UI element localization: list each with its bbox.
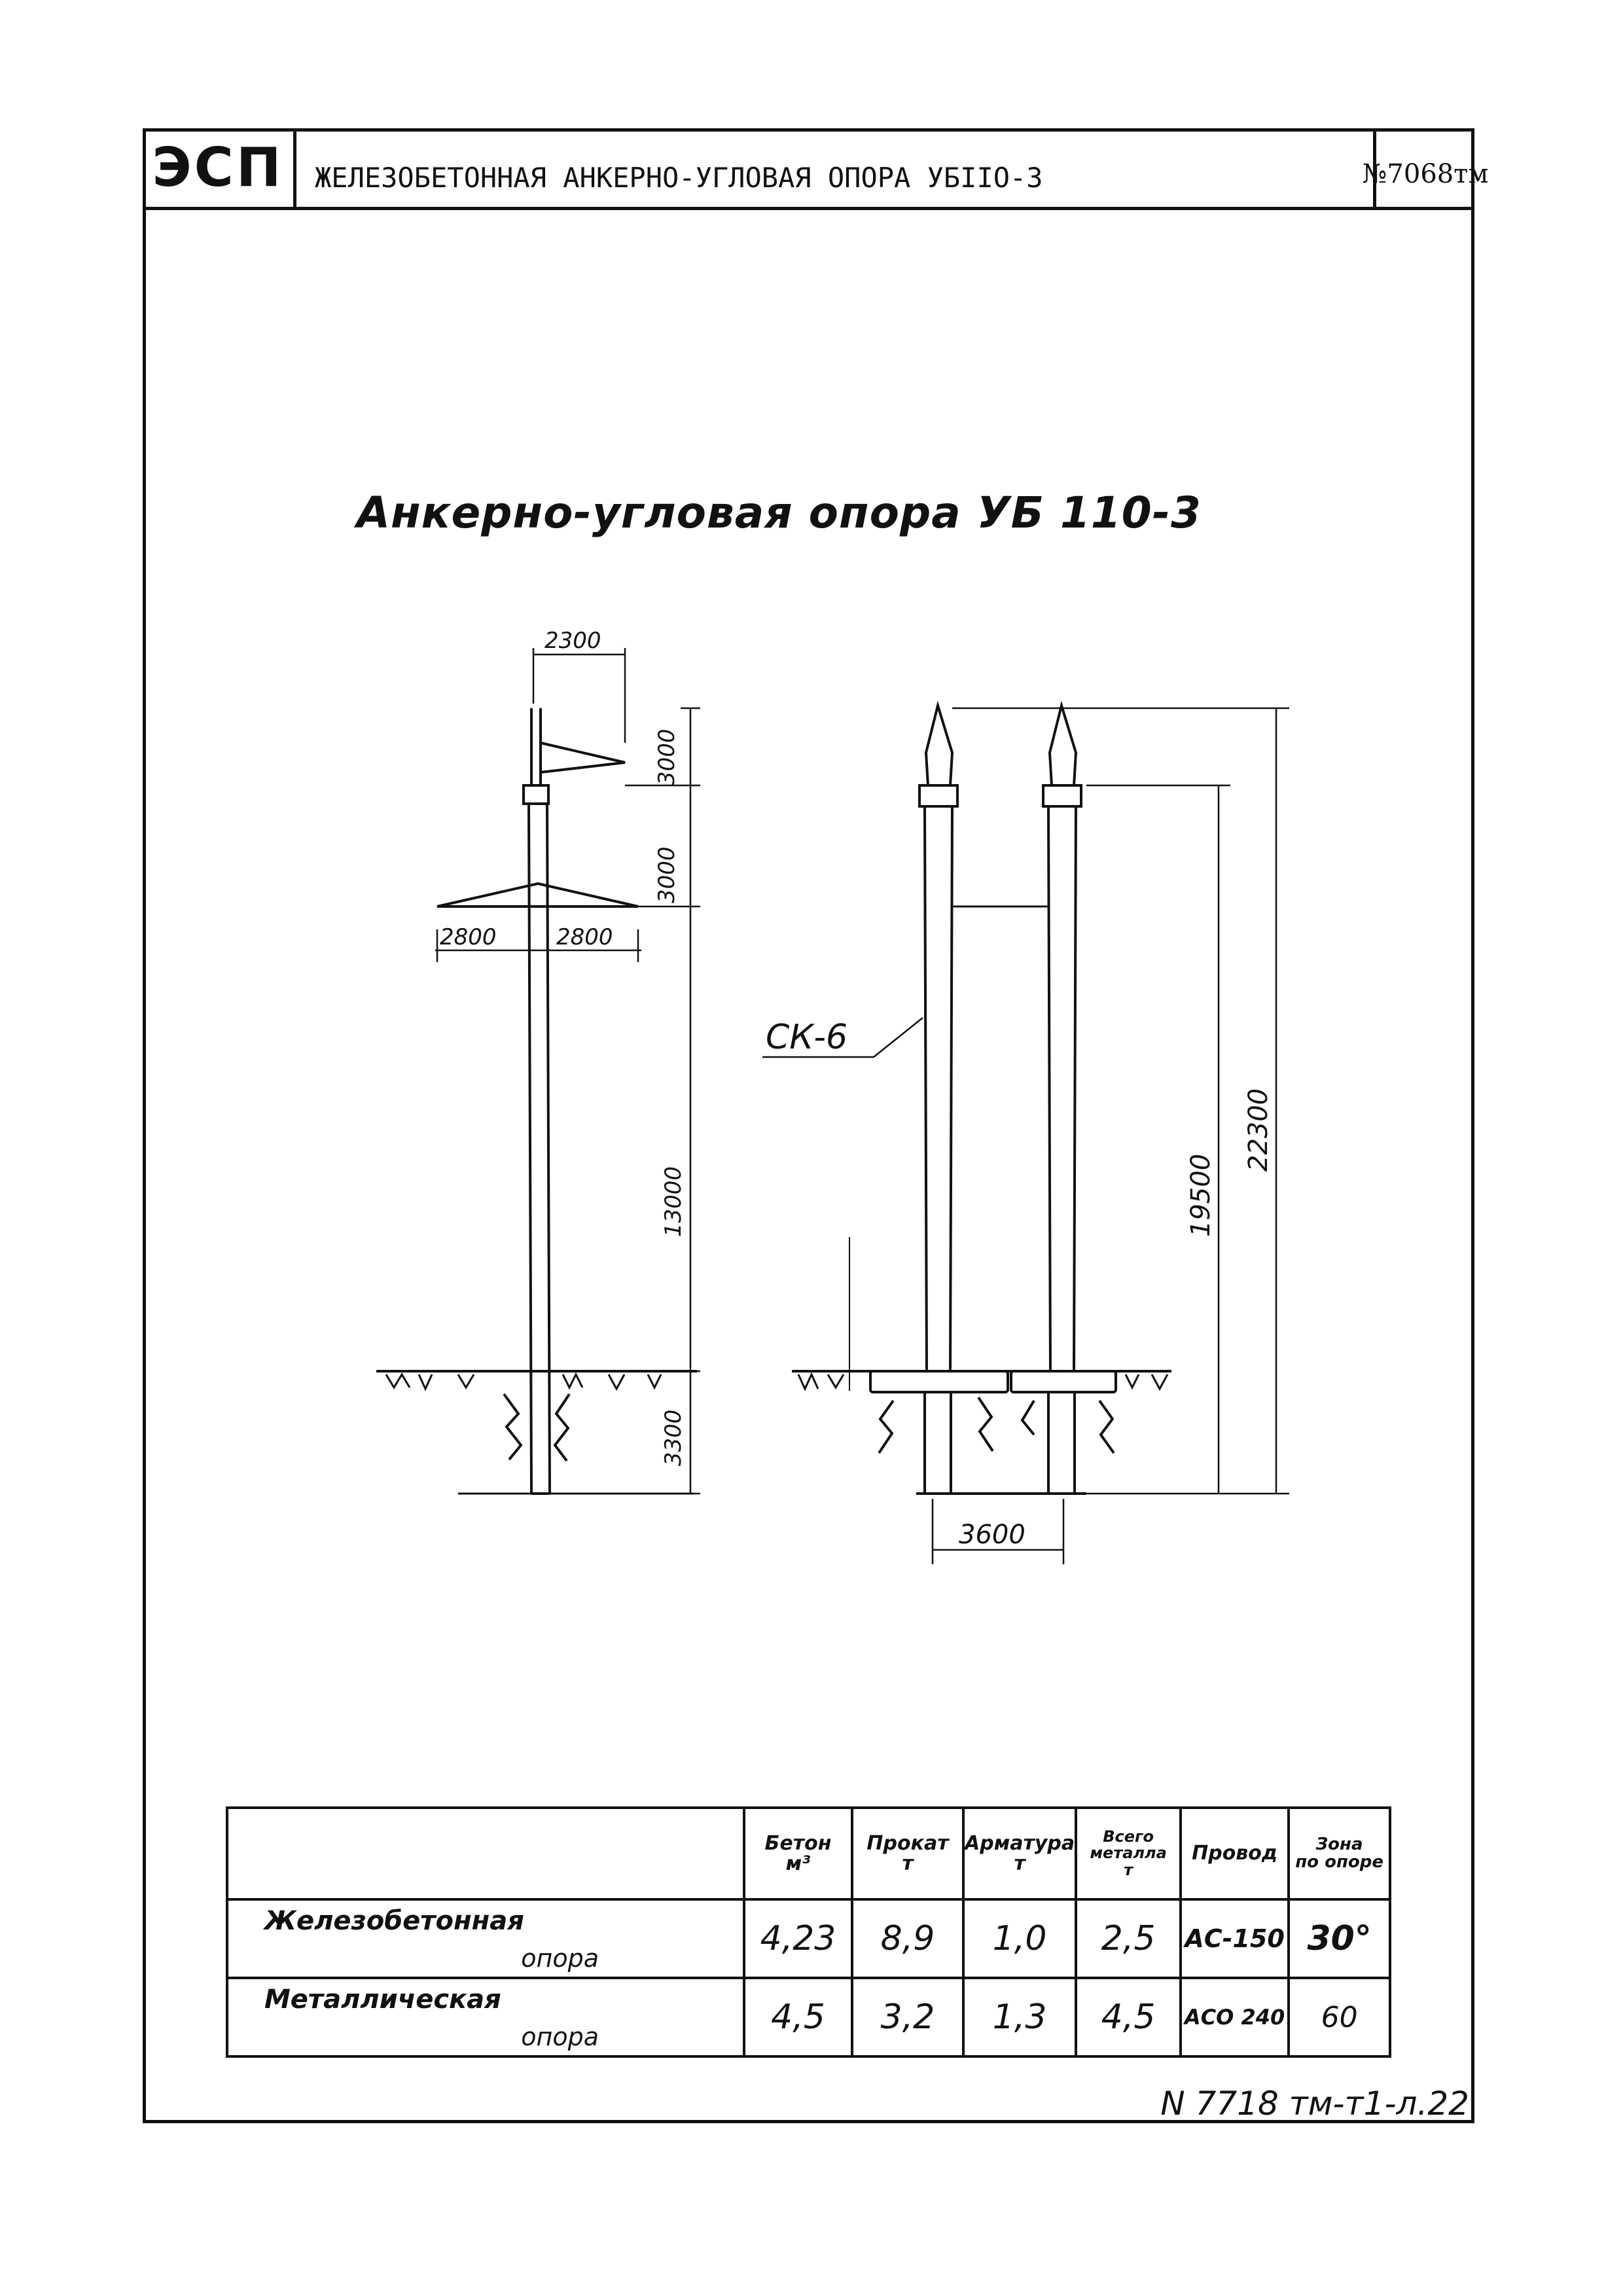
table-header-cell: Провод	[1181, 1808, 1289, 1899]
dim-upper-section: 3000	[654, 846, 680, 903]
table-row	[227, 1899, 1390, 1978]
dim-crossarm-left: 2800	[440, 924, 497, 950]
ground-left	[376, 1371, 697, 1494]
dim-top-section: 3000	[654, 728, 680, 785]
cell-concrete: 4,23	[744, 1899, 852, 1978]
ground-right	[792, 1237, 1171, 1453]
cell-rolled: 3,2	[852, 1978, 963, 2056]
row-name: Металлическая опора	[227, 1978, 744, 2056]
cell-metal-total: 4,5	[1076, 1978, 1181, 2056]
cell-zone: 30°	[1289, 1899, 1390, 1978]
table-header-cell: Прокат т	[852, 1808, 963, 1899]
dim-buried: 3300	[660, 1409, 687, 1466]
org-logo: ЭСП	[143, 128, 296, 207]
cell-metal-total: 2,5	[1076, 1899, 1181, 1978]
sheet-reference: N 7718 тм-т1-л.22	[1160, 2085, 1469, 2123]
table-header-empty	[227, 1808, 744, 1899]
cell-wire: АСО 240	[1181, 1978, 1289, 2056]
table-row	[227, 1978, 1390, 2056]
cell-rolled: 8,9	[852, 1899, 963, 1978]
dim-height-22300: 22300	[1243, 1088, 1274, 1172]
front-view-poles	[870, 706, 1116, 1494]
dim-main-height: 13000	[660, 1166, 687, 1237]
spec-table	[226, 1806, 1391, 2058]
cell-concrete: 4,5	[744, 1978, 852, 2056]
cell-wire: АС-150	[1181, 1899, 1289, 1978]
side-view-pole	[437, 708, 638, 1494]
document-number: №7068тм	[1362, 159, 1489, 189]
dim-base-spacing: 3600	[959, 1520, 1026, 1550]
cell-rebar: 1,0	[963, 1899, 1076, 1978]
document-title: ЖЕЛЕЗОБЕТОННАЯ АНКЕРНО-УГЛОВАЯ ОПОРА УБIIO-3	[296, 128, 1376, 207]
row-name: Железобетонная опора	[227, 1899, 744, 1978]
dim-height-19500: 19500	[1186, 1153, 1216, 1237]
front-view-dimensions	[762, 708, 1289, 1564]
dim-top-width: 2300	[544, 628, 601, 654]
dim-crossarm-right: 2800	[556, 924, 613, 950]
table-header-cell: Зона по опоре	[1289, 1808, 1390, 1899]
drawing-title: Анкерно-угловая опора УБ 110-3	[357, 488, 1202, 538]
cell-zone: 60	[1289, 1978, 1390, 2056]
callout-label: СК-6	[766, 1018, 848, 1057]
table-header-cell: Арматура т	[963, 1808, 1076, 1899]
table-header-cell: Бетон м³	[744, 1808, 852, 1899]
table-header-row	[227, 1808, 1390, 1899]
table-header-cell: Всего металла т	[1076, 1808, 1181, 1899]
cell-rebar: 1,3	[963, 1978, 1076, 2056]
